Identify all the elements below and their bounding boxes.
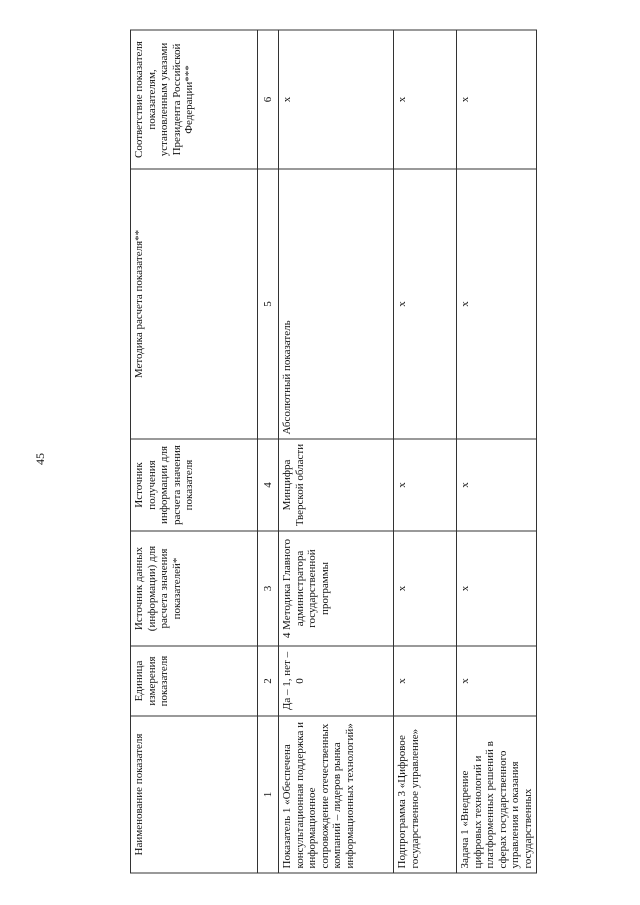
calc-method-cell: Абсолютный показатель <box>279 169 394 439</box>
column-number: 5 <box>258 169 279 439</box>
header-unit: Единица измерения показателя <box>131 646 258 716</box>
column-number: 3 <box>258 531 279 646</box>
unit-cell: x <box>457 646 537 716</box>
calc-method-cell: x <box>394 169 457 439</box>
rotated-table-container <box>130 31 534 874</box>
header-data-source: Источник данных (информации) для расчета значения показателей* <box>131 531 258 646</box>
column-number: 4 <box>258 439 279 531</box>
conformity-cell: x <box>394 30 457 169</box>
unit-cell: x <box>394 646 457 716</box>
info-source-cell: x <box>457 439 537 531</box>
data-source-cell: x <box>394 531 457 646</box>
calc-method-cell: x <box>457 169 537 439</box>
header-calc-method: Методика расчета показателя** <box>131 169 258 439</box>
column-number: 2 <box>258 646 279 716</box>
column-number: 6 <box>258 30 279 169</box>
column-number-row <box>258 30 279 873</box>
table-row <box>457 30 537 873</box>
header-row <box>131 30 258 873</box>
conformity-cell: x <box>457 30 537 169</box>
page-number: 45 <box>33 453 47 465</box>
data-source-cell: 4 Методика Главного администратора государственной программы <box>279 531 394 646</box>
data-source-cell: x <box>457 531 537 646</box>
unit-cell: Да – 1, нет – 0 <box>279 646 394 716</box>
info-source-cell: x <box>394 439 457 531</box>
table-row <box>279 30 394 873</box>
column-number: 1 <box>258 716 279 873</box>
indicators-table <box>130 30 537 874</box>
table-row <box>394 30 457 873</box>
indicator-name-cell: Подпрограмма 3 «Цифровое государственное управление» <box>394 716 457 873</box>
conformity-cell: x <box>279 30 394 169</box>
info-source-cell: Минцифра Тверской области <box>279 439 394 531</box>
header-info-source: Источник получения информации для расчета значения показателя <box>131 439 258 531</box>
indicator-name-cell: Задача 1 «Внедрение цифровых технологий и платформенных решений в сферах государственного управления и оказания государственных <box>457 716 537 873</box>
indicator-name-cell: Показатель 1 «Обеспечена консультационная поддержка и информационное сопровождение отечественных компаний – лидеров рынка информационных технологий» <box>279 716 394 873</box>
header-conformity: Соответствие показателя показателям, установленным указами Президента Российской Федерации*** <box>131 30 258 169</box>
header-indicator-name: Наименование показателя <box>131 716 258 873</box>
